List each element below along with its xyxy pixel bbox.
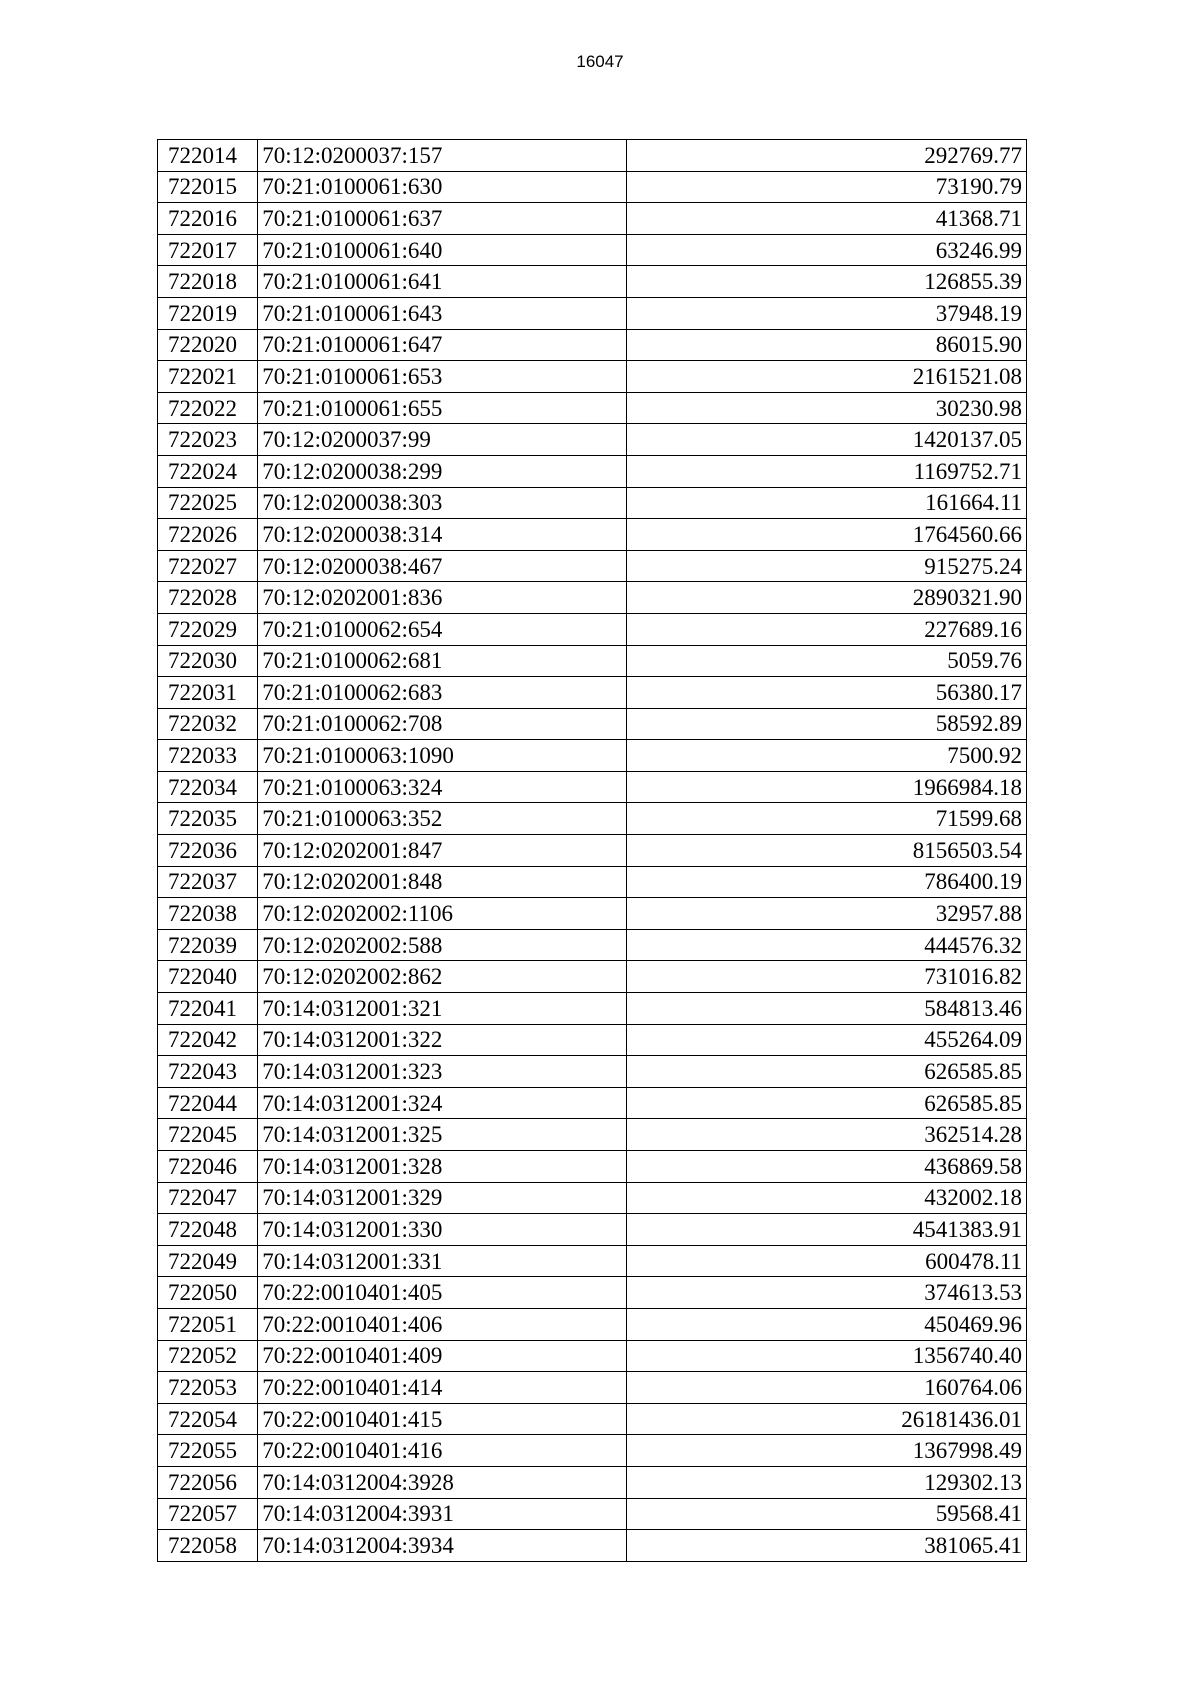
table-row (158, 1214, 1027, 1246)
table-row (158, 550, 1027, 582)
value-cell: 5059.76 (627, 645, 1027, 677)
cadastral-number-cell: 70:14:0312001:322 (258, 1024, 627, 1056)
row-id-cell: 722051 (158, 1308, 258, 1340)
value-cell: 292769.77 (627, 140, 1027, 172)
cadastral-number-cell: 70:21:0100063:352 (258, 803, 627, 835)
table-row (158, 1403, 1027, 1435)
cadastral-number-cell: 70:12:0202001:847 (258, 835, 627, 867)
row-id-cell: 722053 (158, 1372, 258, 1404)
table-row (158, 297, 1027, 329)
row-id-cell: 722035 (158, 803, 258, 835)
cadastral-number-cell: 70:12:0202001:836 (258, 582, 627, 614)
row-id-cell: 722048 (158, 1214, 258, 1246)
table-row (158, 203, 1027, 235)
value-cell: 915275.24 (627, 550, 1027, 582)
table-row (158, 835, 1027, 867)
cadastral-number-cell: 70:14:0312001:330 (258, 1214, 627, 1246)
cadastral-number-cell: 70:21:0100061:653 (258, 361, 627, 393)
row-id-cell: 722028 (158, 582, 258, 614)
cadastral-number-cell: 70:21:0100061:640 (258, 234, 627, 266)
cadastral-number-cell: 70:22:0010401:415 (258, 1403, 627, 1435)
value-cell: 129302.13 (627, 1466, 1027, 1498)
cadastral-number-cell: 70:12:0200038:299 (258, 455, 627, 487)
value-cell: 37948.19 (627, 297, 1027, 329)
value-cell: 731016.82 (627, 961, 1027, 993)
table-row (158, 613, 1027, 645)
value-cell: 73190.79 (627, 171, 1027, 203)
cadastral-number-cell: 70:12:0202001:848 (258, 866, 627, 898)
table-row (158, 1182, 1027, 1214)
table-row (158, 866, 1027, 898)
cadastral-number-cell: 70:14:0312001:324 (258, 1087, 627, 1119)
row-id-cell: 722027 (158, 550, 258, 582)
table-row (158, 708, 1027, 740)
row-id-cell: 722030 (158, 645, 258, 677)
value-cell: 600478.11 (627, 1245, 1027, 1277)
value-cell: 374613.53 (627, 1277, 1027, 1309)
cadastral-number-cell: 70:21:0100061:641 (258, 266, 627, 298)
cadastral-number-cell: 70:14:0312004:3928 (258, 1466, 627, 1498)
table-row (158, 740, 1027, 772)
value-cell: 26181436.01 (627, 1403, 1027, 1435)
row-id-cell: 722029 (158, 613, 258, 645)
value-cell: 63246.99 (627, 234, 1027, 266)
row-id-cell: 722054 (158, 1403, 258, 1435)
cadastral-number-cell: 70:22:0010401:416 (258, 1435, 627, 1467)
table-row (158, 266, 1027, 298)
table-row (158, 519, 1027, 551)
table-row (158, 1087, 1027, 1119)
value-cell: 227689.16 (627, 613, 1027, 645)
cadastral-number-cell: 70:14:0312001:331 (258, 1245, 627, 1277)
cadastral-number-cell: 70:14:0312004:3931 (258, 1498, 627, 1530)
cadastral-number-cell: 70:12:0202002:588 (258, 929, 627, 961)
row-id-cell: 722016 (158, 203, 258, 235)
cadastral-number-cell: 70:21:0100062:654 (258, 613, 627, 645)
cadastral-number-cell: 70:12:0202002:1106 (258, 898, 627, 930)
table-body (158, 140, 1027, 1562)
table-row (158, 677, 1027, 709)
value-cell: 30230.98 (627, 392, 1027, 424)
row-id-cell: 722018 (158, 266, 258, 298)
cadastral-number-cell: 70:12:0200038:467 (258, 550, 627, 582)
value-cell: 444576.32 (627, 929, 1027, 961)
table-row (158, 1308, 1027, 1340)
table-row (158, 993, 1027, 1025)
value-cell: 436869.58 (627, 1151, 1027, 1183)
cadastral-number-cell: 70:14:0312001:329 (258, 1182, 627, 1214)
value-cell: 381065.41 (627, 1530, 1027, 1562)
table-row (158, 1245, 1027, 1277)
row-id-cell: 722045 (158, 1119, 258, 1151)
value-cell: 626585.85 (627, 1087, 1027, 1119)
value-cell: 86015.90 (627, 329, 1027, 361)
row-id-cell: 722025 (158, 487, 258, 519)
row-id-cell: 722020 (158, 329, 258, 361)
cadastral-number-cell: 70:21:0100063:324 (258, 771, 627, 803)
cadastral-number-cell: 70:21:0100061:647 (258, 329, 627, 361)
row-id-cell: 722019 (158, 297, 258, 329)
table-row (158, 140, 1027, 172)
cadastral-number-cell: 70:14:0312001:328 (258, 1151, 627, 1183)
cadastral-number-cell: 70:14:0312004:3934 (258, 1530, 627, 1562)
value-cell: 1169752.71 (627, 455, 1027, 487)
cadastral-number-cell: 70:21:0100061:643 (258, 297, 627, 329)
value-cell: 160764.06 (627, 1372, 1027, 1404)
value-cell: 786400.19 (627, 866, 1027, 898)
cadastral-number-cell: 70:22:0010401:409 (258, 1340, 627, 1372)
value-cell: 1764560.66 (627, 519, 1027, 551)
row-id-cell: 722052 (158, 1340, 258, 1372)
row-id-cell: 722032 (158, 708, 258, 740)
value-cell: 58592.89 (627, 708, 1027, 740)
value-cell: 4541383.91 (627, 1214, 1027, 1246)
row-id-cell: 722038 (158, 898, 258, 930)
table-row (158, 645, 1027, 677)
row-id-cell: 722056 (158, 1466, 258, 1498)
table-row (158, 961, 1027, 993)
row-id-cell: 722015 (158, 171, 258, 203)
cadastral-number-cell: 70:12:0200037:99 (258, 424, 627, 456)
cadastral-number-cell: 70:22:0010401:414 (258, 1372, 627, 1404)
cadastral-number-cell: 70:12:0200037:157 (258, 140, 627, 172)
row-id-cell: 722033 (158, 740, 258, 772)
row-id-cell: 722031 (158, 677, 258, 709)
value-cell: 1356740.40 (627, 1340, 1027, 1372)
table-row (158, 455, 1027, 487)
table-row (158, 487, 1027, 519)
value-cell: 7500.92 (627, 740, 1027, 772)
row-id-cell: 722026 (158, 519, 258, 551)
table-row (158, 929, 1027, 961)
row-id-cell: 722022 (158, 392, 258, 424)
row-id-cell: 722014 (158, 140, 258, 172)
value-cell: 126855.39 (627, 266, 1027, 298)
cadastral-number-cell: 70:12:0200038:303 (258, 487, 627, 519)
value-cell: 161664.11 (627, 487, 1027, 519)
table-row (158, 1435, 1027, 1467)
cadastral-number-cell: 70:21:0100061:637 (258, 203, 627, 235)
value-cell: 56380.17 (627, 677, 1027, 709)
value-cell: 455264.09 (627, 1024, 1027, 1056)
row-id-cell: 722057 (158, 1498, 258, 1530)
row-id-cell: 722037 (158, 866, 258, 898)
row-id-cell: 722036 (158, 835, 258, 867)
table-row (158, 171, 1027, 203)
value-cell: 41368.71 (627, 203, 1027, 235)
value-cell: 32957.88 (627, 898, 1027, 930)
table-row (158, 1056, 1027, 1088)
cadastral-number-cell: 70:12:0200038:314 (258, 519, 627, 551)
cadastral-number-cell: 70:21:0100062:683 (258, 677, 627, 709)
value-cell: 1420137.05 (627, 424, 1027, 456)
row-id-cell: 722047 (158, 1182, 258, 1214)
page-number: 16047 (576, 52, 624, 71)
row-id-cell: 722055 (158, 1435, 258, 1467)
row-id-cell: 722046 (158, 1151, 258, 1183)
cadastral-number-cell: 70:12:0202002:862 (258, 961, 627, 993)
table-row (158, 1372, 1027, 1404)
value-cell: 1367998.49 (627, 1435, 1027, 1467)
cadastral-number-cell: 70:21:0100062:681 (258, 645, 627, 677)
value-cell: 362514.28 (627, 1119, 1027, 1151)
cadastral-number-cell: 70:21:0100061:655 (258, 392, 627, 424)
table-row (158, 582, 1027, 614)
cadastral-number-cell: 70:14:0312001:325 (258, 1119, 627, 1151)
table-row (158, 1340, 1027, 1372)
value-cell: 2890321.90 (627, 582, 1027, 614)
cadastral-number-cell: 70:21:0100061:630 (258, 171, 627, 203)
table-row (158, 361, 1027, 393)
cadastral-value-table (157, 139, 1027, 1562)
row-id-cell: 722023 (158, 424, 258, 456)
value-cell: 1966984.18 (627, 771, 1027, 803)
row-id-cell: 722039 (158, 929, 258, 961)
table-row (158, 1119, 1027, 1151)
table-row (158, 1498, 1027, 1530)
table-row (158, 392, 1027, 424)
cadastral-number-cell: 70:14:0312001:321 (258, 993, 627, 1025)
row-id-cell: 722044 (158, 1087, 258, 1119)
table-row (158, 1466, 1027, 1498)
value-cell: 2161521.08 (627, 361, 1027, 393)
value-cell: 626585.85 (627, 1056, 1027, 1088)
table-row (158, 329, 1027, 361)
cadastral-number-cell: 70:14:0312001:323 (258, 1056, 627, 1088)
cadastral-number-cell: 70:22:0010401:405 (258, 1277, 627, 1309)
row-id-cell: 722017 (158, 234, 258, 266)
value-cell: 584813.46 (627, 993, 1027, 1025)
row-id-cell: 722050 (158, 1277, 258, 1309)
row-id-cell: 722040 (158, 961, 258, 993)
table-row (158, 234, 1027, 266)
cadastral-number-cell: 70:22:0010401:406 (258, 1308, 627, 1340)
value-cell: 8156503.54 (627, 835, 1027, 867)
value-cell: 59568.41 (627, 1498, 1027, 1530)
table-row (158, 1277, 1027, 1309)
value-cell: 71599.68 (627, 803, 1027, 835)
row-id-cell: 722021 (158, 361, 258, 393)
row-id-cell: 722049 (158, 1245, 258, 1277)
value-cell: 432002.18 (627, 1182, 1027, 1214)
table-row (158, 424, 1027, 456)
table-row (158, 1151, 1027, 1183)
table-row (158, 803, 1027, 835)
row-id-cell: 722042 (158, 1024, 258, 1056)
row-id-cell: 722024 (158, 455, 258, 487)
row-id-cell: 722043 (158, 1056, 258, 1088)
table-row (158, 898, 1027, 930)
cadastral-number-cell: 70:21:0100063:1090 (258, 740, 627, 772)
row-id-cell: 722034 (158, 771, 258, 803)
row-id-cell: 722041 (158, 993, 258, 1025)
table-row (158, 1530, 1027, 1562)
value-cell: 450469.96 (627, 1308, 1027, 1340)
table-row (158, 771, 1027, 803)
table-row (158, 1024, 1027, 1056)
cadastral-number-cell: 70:21:0100062:708 (258, 708, 627, 740)
row-id-cell: 722058 (158, 1530, 258, 1562)
